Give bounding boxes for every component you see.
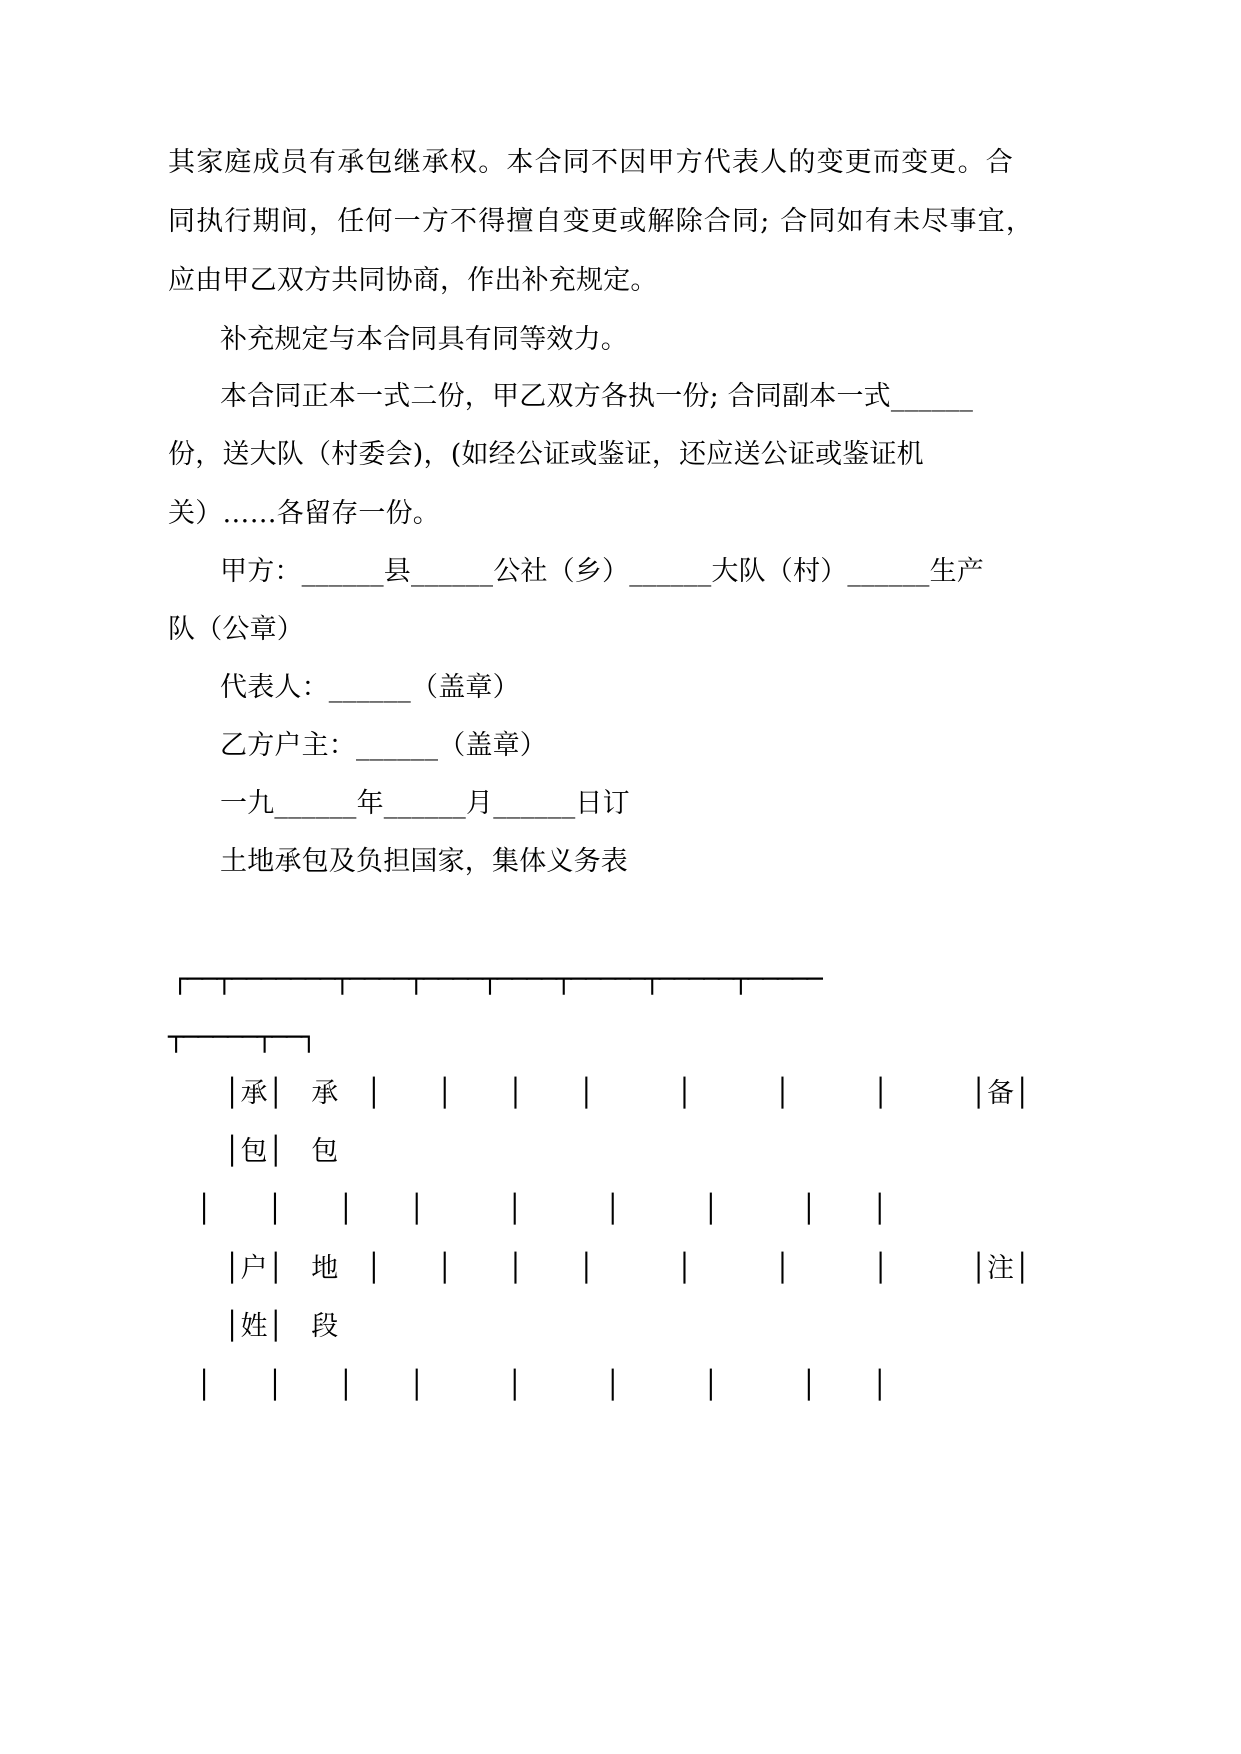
paragraph-text: 同执行期间，任何一方不得擅自变更或解除合同; 合同如有未尽事宜， [168,206,1035,237]
table-row: │承│ 承 │ │ │ │ │ │ │ │备│ [224,1078,1031,1109]
table-row: │姓│ 段 [224,1311,339,1342]
paragraph-text: 关）……各留存一份。 [168,498,440,529]
paragraph-text: 应由甲乙双方共同协商，作出补充规定。 [168,265,658,296]
party-a-line: 队（公章） [168,614,304,645]
table-row: │ │ │ │ │ │ │ │ │ [196,1194,889,1225]
table-border-top: ┬─────┬──┐ [168,1022,316,1053]
paragraph-text: 其家庭成员有承包继承权。本合同不因甲方代表人的变更而变更。合 [168,147,1014,178]
table-title: 土地承包及负担国家，集体义务表 [220,846,628,877]
representative-line: 代表人：______（盖章） [220,672,520,703]
table-row: │ │ │ │ │ │ │ │ │ [196,1370,889,1401]
party-a-line: 甲方：______县______公社（乡）______大队（村）______生产 [220,556,984,587]
paragraph-text: 补充规定与本合同具有同等效力。 [220,324,628,355]
paragraph-text: 本合同正本一式二份，甲乙双方各执一份; 合同副本一式______ [220,381,974,412]
party-b-line: 乙方户主：______（盖章） [220,730,547,761]
table-row: │户│ 地 │ │ │ │ │ │ │ │注│ [224,1253,1031,1284]
paragraph-text: 份，送大队（村委会)，(如经公证或鉴证，还应送公证或鉴证机 [168,439,924,470]
table-row: │包│ 包 [224,1136,339,1167]
table-border-top: ┌──┬───────┬────┬────┬────┬─────┬─────┬───── [172,964,822,995]
date-line: 一九______年______月______日订 [220,788,630,819]
